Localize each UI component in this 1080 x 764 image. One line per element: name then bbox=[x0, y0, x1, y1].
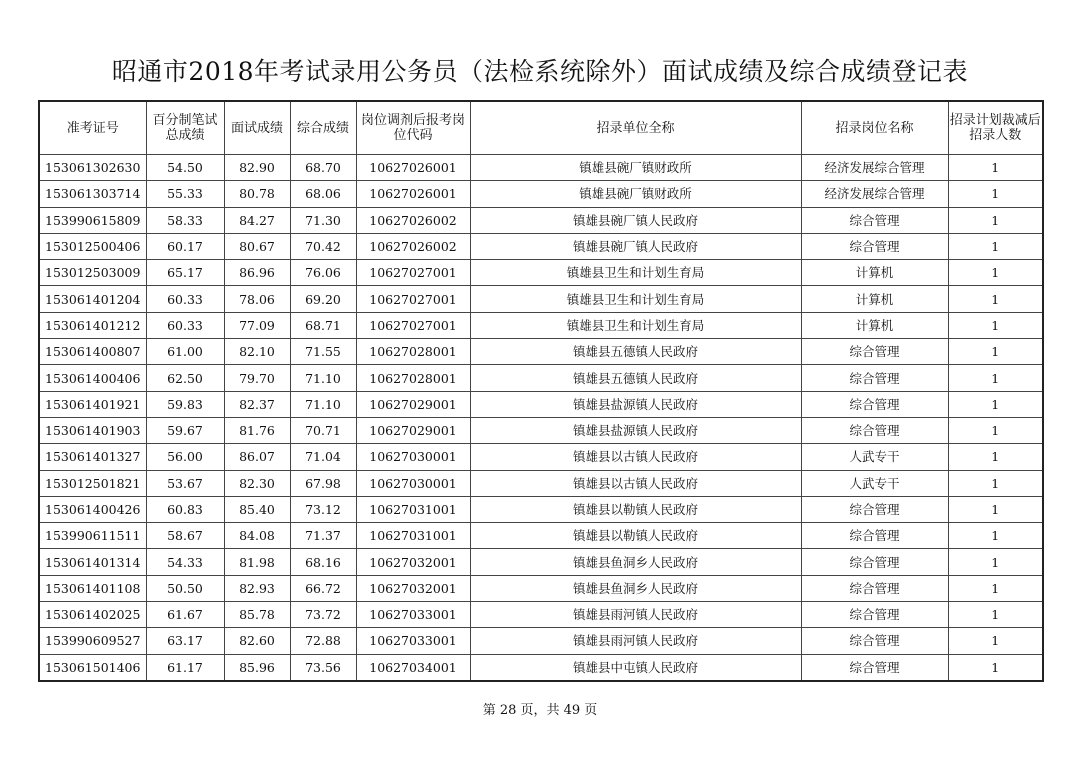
table-cell: 综合管理 bbox=[801, 339, 948, 365]
table-cell: 61.17 bbox=[146, 654, 224, 681]
table-cell: 65.17 bbox=[146, 260, 224, 286]
table-cell: 82.60 bbox=[224, 628, 290, 654]
table-cell: 10627033001 bbox=[356, 628, 470, 654]
table-cell: 59.83 bbox=[146, 391, 224, 417]
table-cell: 1 bbox=[948, 391, 1043, 417]
table-cell: 10627027001 bbox=[356, 260, 470, 286]
table-cell: 镇雄县五德镇人民政府 bbox=[470, 339, 801, 365]
table-cell: 10627028001 bbox=[356, 365, 470, 391]
table-cell: 镇雄县五德镇人民政府 bbox=[470, 365, 801, 391]
table-cell: 1 bbox=[948, 181, 1043, 207]
table-cell: 镇雄县碗厂镇人民政府 bbox=[470, 233, 801, 259]
table-row bbox=[39, 417, 1043, 443]
table-row bbox=[39, 549, 1043, 575]
table-row bbox=[39, 391, 1043, 417]
table-row bbox=[39, 286, 1043, 312]
table-cell: 1 bbox=[948, 602, 1043, 628]
header-cell: 招录单位全称 bbox=[470, 101, 801, 155]
table-cell: 73.12 bbox=[290, 496, 356, 522]
table-cell: 综合管理 bbox=[801, 496, 948, 522]
table-cell: 67.98 bbox=[290, 470, 356, 496]
table-cell: 70.71 bbox=[290, 417, 356, 443]
table-cell: 1 bbox=[948, 575, 1043, 601]
table-cell: 153061401921 bbox=[39, 391, 146, 417]
table-cell: 153061401108 bbox=[39, 575, 146, 601]
table-cell: 镇雄县碗厂镇财政所 bbox=[470, 155, 801, 181]
table-cell: 153061400807 bbox=[39, 339, 146, 365]
table-cell: 82.30 bbox=[224, 470, 290, 496]
table-cell: 153012500406 bbox=[39, 233, 146, 259]
table-cell: 10627026002 bbox=[356, 207, 470, 233]
table-cell: 1 bbox=[948, 470, 1043, 496]
table-cell: 77.09 bbox=[224, 312, 290, 338]
header-cell: 面试成绩 bbox=[224, 101, 290, 155]
table-cell: 153061400426 bbox=[39, 496, 146, 522]
table-row bbox=[39, 575, 1043, 601]
table-cell: 86.07 bbox=[224, 444, 290, 470]
table-cell: 综合管理 bbox=[801, 365, 948, 391]
table-row bbox=[39, 365, 1043, 391]
header-cell: 百分制笔试总成绩 bbox=[146, 101, 224, 155]
table-cell: 1 bbox=[948, 628, 1043, 654]
table-cell: 镇雄县碗厂镇人民政府 bbox=[470, 207, 801, 233]
table-cell: 55.33 bbox=[146, 181, 224, 207]
table-cell: 82.93 bbox=[224, 575, 290, 601]
table-cell: 综合管理 bbox=[801, 628, 948, 654]
table-cell: 153990611511 bbox=[39, 523, 146, 549]
table-cell: 153061400406 bbox=[39, 365, 146, 391]
table-cell: 10627029001 bbox=[356, 417, 470, 443]
table-cell: 84.08 bbox=[224, 523, 290, 549]
table-cell: 82.10 bbox=[224, 339, 290, 365]
table-cell: 85.78 bbox=[224, 602, 290, 628]
table-cell: 71.10 bbox=[290, 365, 356, 391]
table-cell: 54.33 bbox=[146, 549, 224, 575]
table-cell: 1 bbox=[948, 260, 1043, 286]
table-cell: 镇雄县中屯镇人民政府 bbox=[470, 654, 801, 681]
table-cell: 1 bbox=[948, 286, 1043, 312]
table-cell: 1 bbox=[948, 155, 1043, 181]
table-cell: 60.33 bbox=[146, 286, 224, 312]
table-cell: 153061302630 bbox=[39, 155, 146, 181]
table-cell: 73.72 bbox=[290, 602, 356, 628]
table-cell: 1 bbox=[948, 417, 1043, 443]
table-cell: 53.67 bbox=[146, 470, 224, 496]
table-cell: 人武专干 bbox=[801, 444, 948, 470]
table-cell: 61.00 bbox=[146, 339, 224, 365]
table-cell: 153061401212 bbox=[39, 312, 146, 338]
table-cell: 68.71 bbox=[290, 312, 356, 338]
header-cell: 岗位调剂后报考岗位代码 bbox=[356, 101, 470, 155]
table-cell: 71.10 bbox=[290, 391, 356, 417]
table-cell: 10627026001 bbox=[356, 181, 470, 207]
table-row bbox=[39, 207, 1043, 233]
table-cell: 10627028001 bbox=[356, 339, 470, 365]
table-cell: 78.06 bbox=[224, 286, 290, 312]
table-cell: 153990615809 bbox=[39, 207, 146, 233]
table-cell: 56.00 bbox=[146, 444, 224, 470]
table-cell: 镇雄县卫生和计划生育局 bbox=[470, 286, 801, 312]
table-row bbox=[39, 312, 1043, 338]
table-cell: 综合管理 bbox=[801, 233, 948, 259]
table-cell: 综合管理 bbox=[801, 654, 948, 681]
table-cell: 10627030001 bbox=[356, 470, 470, 496]
table-row bbox=[39, 523, 1043, 549]
table-cell: 综合管理 bbox=[801, 207, 948, 233]
table-cell: 68.16 bbox=[290, 549, 356, 575]
table-cell: 72.88 bbox=[290, 628, 356, 654]
table-cell: 经济发展综合管理 bbox=[801, 181, 948, 207]
table-cell: 153061401903 bbox=[39, 417, 146, 443]
table-cell: 153061501406 bbox=[39, 654, 146, 681]
table-cell: 153061401204 bbox=[39, 286, 146, 312]
table-cell: 10627026001 bbox=[356, 155, 470, 181]
table-cell: 68.70 bbox=[290, 155, 356, 181]
table-cell: 58.67 bbox=[146, 523, 224, 549]
table-cell: 1 bbox=[948, 523, 1043, 549]
table-cell: 计算机 bbox=[801, 260, 948, 286]
header-cell: 准考证号 bbox=[39, 101, 146, 155]
table-cell: 84.27 bbox=[224, 207, 290, 233]
table-cell: 82.37 bbox=[224, 391, 290, 417]
table-cell: 1 bbox=[948, 496, 1043, 522]
table-cell: 61.67 bbox=[146, 602, 224, 628]
table-cell: 86.96 bbox=[224, 260, 290, 286]
table-cell: 10627032001 bbox=[356, 549, 470, 575]
table-cell: 1 bbox=[948, 444, 1043, 470]
table-cell: 镇雄县以勒镇人民政府 bbox=[470, 496, 801, 522]
table-row bbox=[39, 470, 1043, 496]
table-cell: 71.30 bbox=[290, 207, 356, 233]
table-cell: 10627027001 bbox=[356, 312, 470, 338]
score-table bbox=[38, 100, 1044, 682]
table-cell: 镇雄县盐源镇人民政府 bbox=[470, 417, 801, 443]
table-header-row bbox=[39, 101, 1043, 155]
table-cell: 综合管理 bbox=[801, 391, 948, 417]
table-cell: 153061401314 bbox=[39, 549, 146, 575]
table-cell: 153061402025 bbox=[39, 602, 146, 628]
table-cell: 镇雄县卫生和计划生育局 bbox=[470, 260, 801, 286]
table-cell: 153012503009 bbox=[39, 260, 146, 286]
table-row bbox=[39, 339, 1043, 365]
table-row bbox=[39, 628, 1043, 654]
table-cell: 综合管理 bbox=[801, 549, 948, 575]
table-cell: 71.04 bbox=[290, 444, 356, 470]
table-cell: 10627031001 bbox=[356, 523, 470, 549]
table-cell: 10627027001 bbox=[356, 286, 470, 312]
table-cell: 1 bbox=[948, 654, 1043, 681]
table-cell: 82.90 bbox=[224, 155, 290, 181]
table-cell: 71.37 bbox=[290, 523, 356, 549]
table-cell: 综合管理 bbox=[801, 417, 948, 443]
table-cell: 人武专干 bbox=[801, 470, 948, 496]
table-cell: 综合管理 bbox=[801, 575, 948, 601]
table-row bbox=[39, 496, 1043, 522]
header-cell: 招录计划裁减后招录人数 bbox=[948, 101, 1043, 155]
table-cell: 60.17 bbox=[146, 233, 224, 259]
table-row bbox=[39, 654, 1043, 681]
table-cell: 54.50 bbox=[146, 155, 224, 181]
table-cell: 10627026002 bbox=[356, 233, 470, 259]
table-cell: 10627030001 bbox=[356, 444, 470, 470]
table-cell: 70.42 bbox=[290, 233, 356, 259]
table-cell: 76.06 bbox=[290, 260, 356, 286]
table-cell: 69.20 bbox=[290, 286, 356, 312]
table-cell: 镇雄县卫生和计划生育局 bbox=[470, 312, 801, 338]
table-row bbox=[39, 260, 1043, 286]
table-cell: 10627034001 bbox=[356, 654, 470, 681]
table-cell: 1 bbox=[948, 233, 1043, 259]
page-number: 第 28 页，共 49 页 bbox=[482, 703, 598, 718]
table-cell: 镇雄县雨河镇人民政府 bbox=[470, 628, 801, 654]
table-cell: 50.50 bbox=[146, 575, 224, 601]
header-cell: 招录岗位名称 bbox=[801, 101, 948, 155]
table-cell: 81.76 bbox=[224, 417, 290, 443]
table-cell: 镇雄县鱼洞乡人民政府 bbox=[470, 549, 801, 575]
table-row bbox=[39, 602, 1043, 628]
table-cell: 1 bbox=[948, 365, 1043, 391]
table-cell: 镇雄县鱼洞乡人民政府 bbox=[470, 575, 801, 601]
table-cell: 镇雄县盐源镇人民政府 bbox=[470, 391, 801, 417]
table-cell: 1 bbox=[948, 312, 1043, 338]
table-row bbox=[39, 155, 1043, 181]
table-cell: 58.33 bbox=[146, 207, 224, 233]
table-cell: 153012501821 bbox=[39, 470, 146, 496]
table-cell: 10627032001 bbox=[356, 575, 470, 601]
table-cell: 62.50 bbox=[146, 365, 224, 391]
table-cell: 经济发展综合管理 bbox=[801, 155, 948, 181]
table-row bbox=[39, 233, 1043, 259]
table-cell: 计算机 bbox=[801, 312, 948, 338]
table-cell: 80.78 bbox=[224, 181, 290, 207]
table-cell: 60.33 bbox=[146, 312, 224, 338]
table-cell: 镇雄县雨河镇人民政府 bbox=[470, 602, 801, 628]
table-cell: 1 bbox=[948, 207, 1043, 233]
table-cell: 85.40 bbox=[224, 496, 290, 522]
table-cell: 10627033001 bbox=[356, 602, 470, 628]
table-cell: 153061401327 bbox=[39, 444, 146, 470]
table-cell: 81.98 bbox=[224, 549, 290, 575]
table-cell: 73.56 bbox=[290, 654, 356, 681]
table-cell: 68.06 bbox=[290, 181, 356, 207]
table-cell: 80.67 bbox=[224, 233, 290, 259]
table-cell: 镇雄县以勒镇人民政府 bbox=[470, 523, 801, 549]
table-cell: 59.67 bbox=[146, 417, 224, 443]
table-cell: 综合管理 bbox=[801, 523, 948, 549]
table-cell: 10627031001 bbox=[356, 496, 470, 522]
table-cell: 153061303714 bbox=[39, 181, 146, 207]
table-cell: 镇雄县以古镇人民政府 bbox=[470, 470, 801, 496]
table-row bbox=[39, 181, 1043, 207]
table-cell: 60.83 bbox=[146, 496, 224, 522]
table-cell: 63.17 bbox=[146, 628, 224, 654]
table-cell: 71.55 bbox=[290, 339, 356, 365]
table-cell: 综合管理 bbox=[801, 602, 948, 628]
table-cell: 1 bbox=[948, 549, 1043, 575]
table-cell: 10627029001 bbox=[356, 391, 470, 417]
table-cell: 计算机 bbox=[801, 286, 948, 312]
table-cell: 1 bbox=[948, 339, 1043, 365]
table-cell: 79.70 bbox=[224, 365, 290, 391]
table-cell: 66.72 bbox=[290, 575, 356, 601]
header-cell: 综合成绩 bbox=[290, 101, 356, 155]
table-cell: 153990609527 bbox=[39, 628, 146, 654]
table-cell: 85.96 bbox=[224, 654, 290, 681]
table-row bbox=[39, 444, 1043, 470]
page-title: 昭通市2018年考试录用公务员（法检系统除外）面试成绩及综合成绩登记表 bbox=[111, 57, 969, 86]
table-cell: 镇雄县以古镇人民政府 bbox=[470, 444, 801, 470]
table-cell: 镇雄县碗厂镇财政所 bbox=[470, 181, 801, 207]
